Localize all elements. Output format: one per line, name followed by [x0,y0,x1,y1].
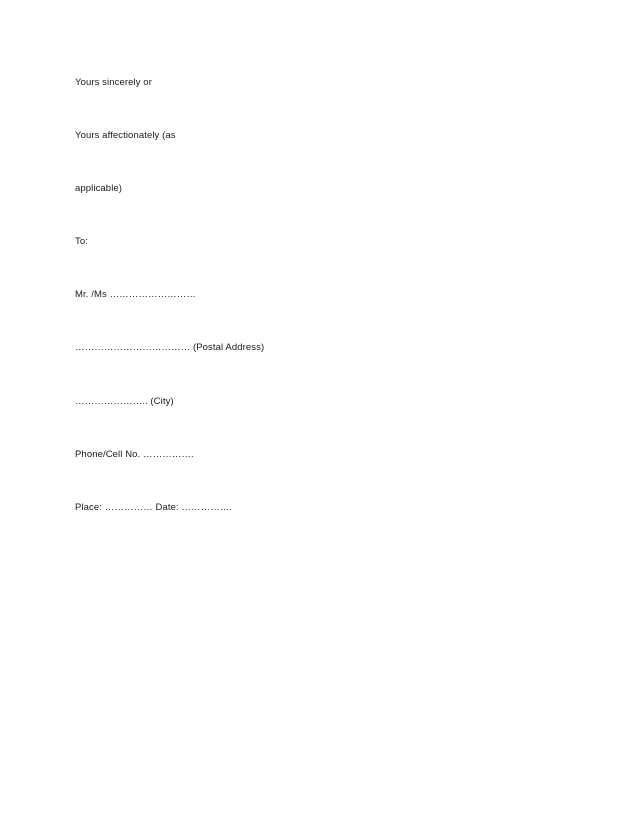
recipient-name-line: Mr. /Ms ……………………… [75,289,196,300]
city-line: ………………….. (City) [75,396,174,407]
postal-address-line: ……………………………… (Postal Address) [75,342,265,353]
closing-affectionately: Yours affectionately (as [75,130,176,141]
closing-sincerely: Yours sincerely or [75,77,152,88]
closing-applicable-note: applicable) [75,183,123,194]
phone-line: Phone/Cell No. ……………. [75,449,194,460]
recipient-heading: To: [75,236,88,247]
place-date-line: Place: …………… Date: ……………. [75,502,233,513]
